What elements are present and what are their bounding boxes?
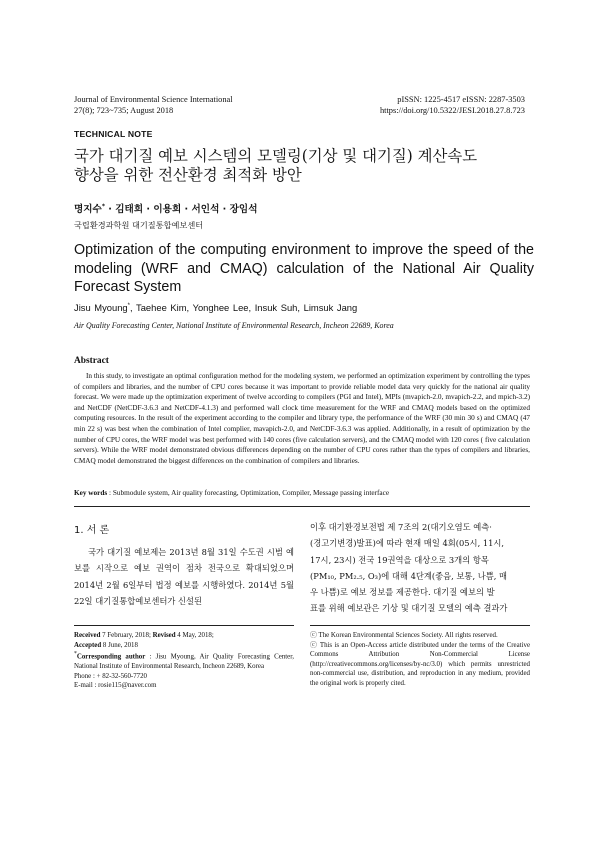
keywords xyxy=(74,489,530,497)
korean-title xyxy=(74,147,534,185)
intro-right-line: 17시, 23시) 전국 19권역을 대상으로 3개의 항목 xyxy=(310,554,489,565)
english-author-first: Jisu Myoung xyxy=(74,302,128,313)
email-link[interactable]: E-mail : rosie115@naver.com xyxy=(74,682,157,690)
corresponding-author: *Corresponding author : Jisu Myoung, Air Quality Forecasting Center, National Institute of Environmental Research, Incheon 22689, Korea xyxy=(74,651,294,671)
section-heading-introduction: 1. 서 론 xyxy=(74,525,110,536)
abstract-body: In this study, to investigate an optimal configuration method for the modeling system, we performed an optimization experiment by controlling the types of compilers and libraries, and the number of CPU cores because it was important to provide reliable model data very quickly for the national air quality forecast. We were made up the optimization experiment of twelve according to compilers (PGI and Intel), MPIs (mvapich-2.0, mvapich-2.2, and mpich-3.2) and NetCDF (NetCDF-3.6.3 and NetCDF-4.1.3) and performed wall clock time measurement for the WRF and CMAQ models based on the optimized computing resources. In the result of the experiment according to the compiler and library type, the performance of the WRF (30 min 30 s) and CMAQ (47 min 22 s) was best when the combination of Intel complier, mavapich-2.0, and NetCDF-3.6.3 was applied. Additionally, in a result of optimization by the number of CPU cores, the WRF model was best performed with 140 cores (five calculation servers), and the CMAQ model with 120 cores ( five calculation servers). While the WRF model demonstrated obvious differences depending on the number of CPU cores rather than the types of compilers and libraries, CMAQ model demonstrated the biggest differences on the combination of compilers and libraries. xyxy=(74,372,530,465)
journal-header-right xyxy=(380,94,525,116)
keywords-list: : Submodule system, Air quality forecasting, Optimization, Compiler, Message passing interface xyxy=(107,489,390,497)
korean-author-first: 명지수 xyxy=(74,204,102,215)
journal-name: Journal of Environmental Science International xyxy=(74,95,233,104)
english-affiliation: Air Quality Forecasting Center, National Institute of Environmental Research, Incheon 22689, Korea xyxy=(74,321,394,330)
english-authors xyxy=(74,302,357,313)
intro-right-line: 이후 대기환경보전법 제 7조의 2(대기오염도 예측· xyxy=(310,522,492,532)
english-authors-rest: , Taehee Kim, Yonghee Lee, Insuk Suh, Limsuk Jang xyxy=(129,302,358,313)
doi-link[interactable]: https://doi.org/10.5322/JESI.2018.27.8.723 xyxy=(379,106,525,115)
keywords-label: Key words xyxy=(74,489,108,497)
footnote-left xyxy=(74,631,294,691)
intro-right-line: 우 나쁨)로 예보 정보를 제공한다. 대기질 예보의 발 xyxy=(310,587,495,598)
journal-volume: 27(8); 723~735; August 2018 xyxy=(74,106,174,115)
copyright-line: ⓒ The Korean Environmental Sciences Society. All rights reserved. xyxy=(310,632,498,639)
intro-right-line: (PM₁₀, PM₂.₅, O₃)에 대해 4단계(좋음, 보통, 나쁨, 매 xyxy=(310,570,508,581)
intro-right-line: 표를 위해 예보관은 기상 및 대기질 모델의 예측 결과가 xyxy=(310,603,508,614)
corresponding-mark-en: * xyxy=(127,302,130,309)
abstract-divider xyxy=(74,506,530,507)
korean-title-line2: 향상을 위한 전산환경 최적화 방안 xyxy=(74,166,302,184)
journal-issn: pISSN: 1225-4517 eISSN: 2287-3503 xyxy=(397,95,525,104)
intro-right-line: (경고기변경)발표)에 따라 현재 매일 4회(05시, 11시, xyxy=(310,538,505,549)
footnote-divider-left xyxy=(74,625,294,626)
korean-authors-rest: · 김태희 · 이용희 · 서인석 · 장임석 xyxy=(104,204,258,215)
footnote-divider-right xyxy=(310,625,530,626)
english-title: Optimization of the computing environment to improve the speed of the modeling (WRF and CMAQ) calculation of the National Air Quality Forecast System xyxy=(74,242,534,295)
korean-authors xyxy=(74,201,257,215)
accepted-line: Accepted 8 June, 2018 xyxy=(74,641,138,649)
footnote-right xyxy=(310,631,530,689)
corresponding-mark: * xyxy=(101,202,105,210)
received-revised-line: Received 7 February, 2018; Revised 4 May, 2018; xyxy=(74,632,214,639)
korean-affiliation: 국립환경과학원 대기질통합예보센터 xyxy=(74,220,204,230)
journal-header-left xyxy=(74,94,233,116)
intro-left-column: 국가 대기질 예보제는 2013년 8월 31일 수도권 시범 예보를 시작으로 예보 권역이 점차 전국으로 확대되었으며 2014년 2월 6일부터 법정 예보를 시행하였다. 2014년 5월 22일 대기질통합예보센터가 신설된 xyxy=(74,547,294,606)
phone: Phone : + 82-32-560-7720 xyxy=(74,672,147,680)
license-text: ⓒ This is an Open-Access article distributed under the terms of the Creative Commons Attribution Non-Commercial License (http://creativecommons.org/licenses/by-nc/3.0) which permits unrestricted non-commercial use, distribution, and reproduction in any medium, provided the original work is properly cited. xyxy=(310,641,530,687)
intro-right-column xyxy=(310,519,530,617)
korean-title-line1: 국가 대기질 예보 시스템의 모델링(기상 및 대기질) 계산속도 xyxy=(74,147,478,165)
article-type: TECHNICAL NOTE xyxy=(74,129,153,139)
abstract-heading: Abstract xyxy=(74,356,109,366)
